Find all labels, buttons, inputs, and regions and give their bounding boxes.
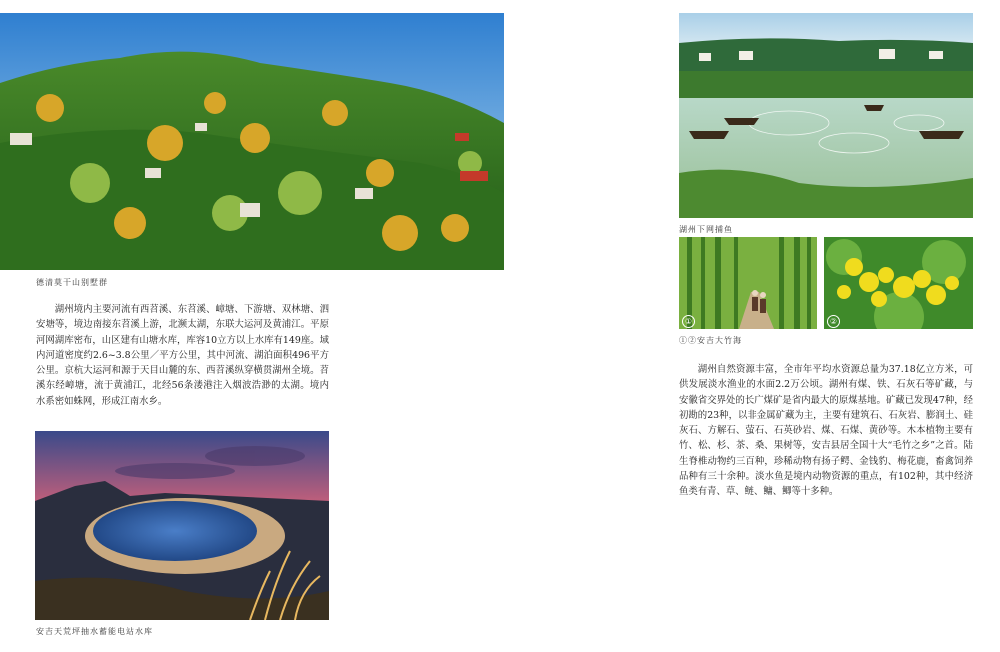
yellow-flowers-illustration bbox=[824, 237, 973, 329]
reservoir-illustration bbox=[35, 431, 329, 620]
bamboo-forest-photo bbox=[679, 237, 817, 329]
photo-1-badge: ① bbox=[682, 315, 695, 328]
mountain-villas-illustration bbox=[0, 13, 504, 270]
left-paragraph-text: 湖州境内主要河流有西苕溪、东苕溪、嶂塘、下游塘、双林塘、泗安塘等，境边南接东苕溪上游，北濒太湖，东联大运河及黄浦江。平原河网湖库密布，山区建有山塘水库，库容10立方以上水库有149座。域内河道密度约2.6~3.8公里／平方公里，其中河流、湖泊面积496平方公里。京杭大运河和源于天目山麓的东、西苕溪纵穿横贯湖州全境。苕溪东经嶂塘，流于黄浦江，北经56条溇港注入烟波浩渺的太湖。境内水系密如蛛网，形成江南水乡。 bbox=[36, 304, 329, 407]
mountain-villas-caption: 德清莫干山别墅群 bbox=[36, 278, 108, 287]
bamboo-sea-caption: ①②安吉大竹海 bbox=[679, 336, 742, 345]
right-paragraph bbox=[679, 362, 973, 500]
fishing-caption: 湖州下网捕鱼 bbox=[679, 225, 733, 234]
fishing-photo bbox=[679, 13, 973, 218]
bamboo-forest-illustration bbox=[679, 237, 817, 329]
yellow-flowers-photo bbox=[824, 237, 973, 329]
right-paragraph-text: 湖州自然资源丰富，全市年平均水资源总量为37.18亿立方米，可供发展淡水渔业的水面2.2万公顷。湖州有煤、铁、石灰石等矿藏，与安徽省交界处的长广煤矿是省内最大的原煤基地。矿藏已发现47种，经初勘的23种，以非金属矿藏为主，主要有建筑石、石灰岩、膨润土、硅灰石、方解石、萤石、石英砂岩、煤、石煤、黄砂等。木本植物主要有竹、松、杉、茶、桑、果树等，安吉县居全国十大“毛竹之乡”之首。陆生脊椎动物约三百种，珍稀动物有扬子鳄、金钱豹、梅花鹿，畜禽饲养品种有三十余种。淡水鱼是境内动物资源的重点，有102种，其中经济鱼类有青、草、鲢、鳙、鲫等十多种。 bbox=[679, 364, 973, 498]
photo-2-badge: ② bbox=[827, 315, 840, 328]
reservoir-photo bbox=[35, 431, 329, 620]
left-paragraph bbox=[36, 302, 329, 409]
reservoir-caption: 安吉天荒坪抽水蓄能电站水库 bbox=[36, 627, 153, 636]
fishing-illustration bbox=[679, 13, 973, 218]
mountain-villas-photo bbox=[0, 13, 504, 270]
